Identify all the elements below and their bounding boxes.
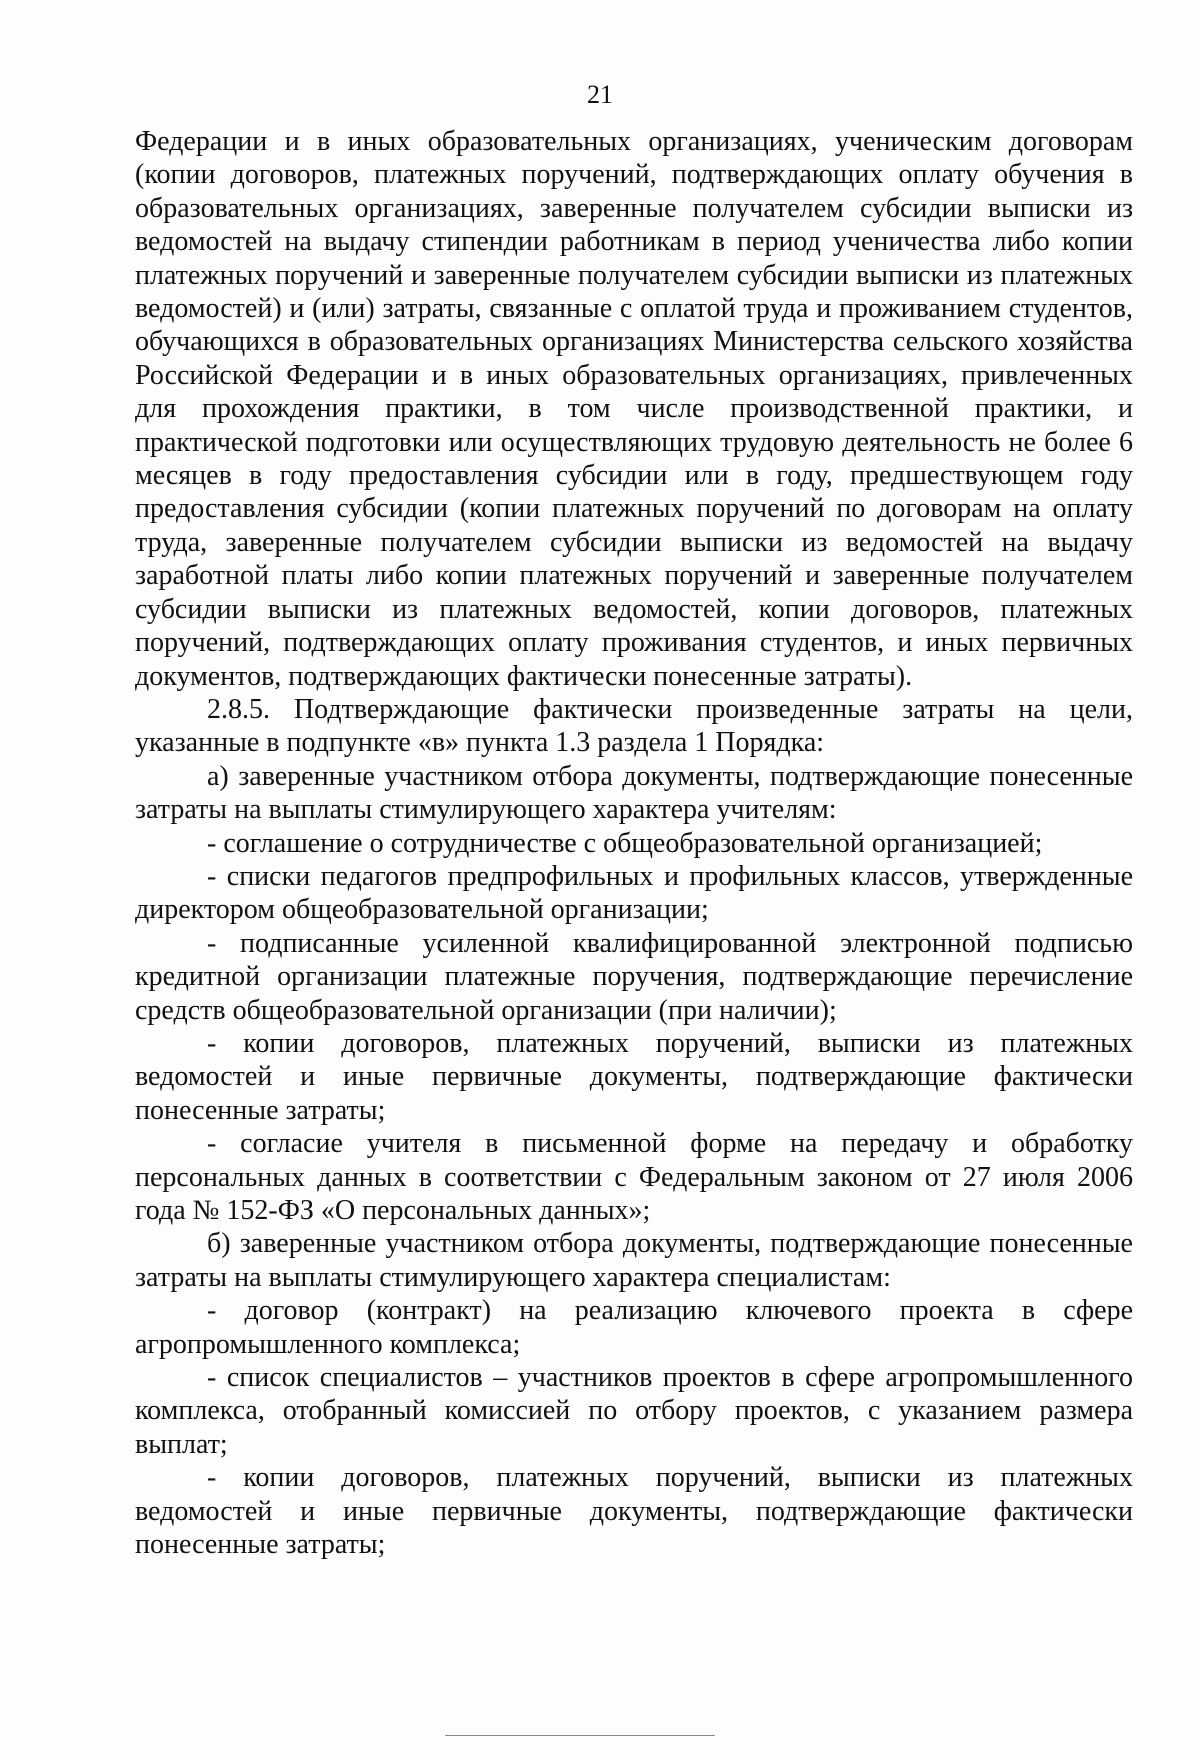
list-item: - копии договоров, платежных поручений, выписки из платежных ведомостей и иные первичные документы, подтверждающие фактически понесенные затраты; xyxy=(135,1027,1133,1126)
page-number: 21 xyxy=(587,80,613,109)
list-item: - подписанные усиленной квалифицированной электронной подписью кредитной организации платежные поручения, подтверждающие перечисление средств общеобразовательной организации (при наличии); xyxy=(135,927,1133,1026)
list-item: - списки педагогов предпрофильных и профильных классов, утвержденные директором общеобразовательной организации; xyxy=(135,860,1133,926)
paragraph-item-a: а) заверенные участником отбора документы, подтверждающие понесенные затраты на выплаты стимулирующего характера учителям: xyxy=(135,760,1133,826)
list-item: - согласие учителя в письменной форме на передачу и обработку персональных данных в соответствии с Федеральным законом от 27 июля 2006 года № 152-ФЗ «О персональных данных»; xyxy=(135,1128,1133,1226)
paragraph-continuation: Федерации и в иных образовательных организациях, ученическим договорам (копии договоров, платежных поручений, подтверждающих оплату обучения в образовательных организациях, заверенные получателем субсидии выписки из ведомостей на выдачу стипендии работникам в период ученичества либо копии платежных поручений и заверенные получателем субсидии выписки из платежных ведомостей) и (или) затраты, связанные с оплатой труда и проживанием студентов, обучающихся в образовательных организациях Министерства сельского хозяйства Российской Федерации и в иных образовательных организациях, привлеченных для прохождения практики, в том числе производственной практики, и практической подготовки или осуществляющих трудовую деятельность не более 6 месяцев в году предоставления субсидии или в году, предшествующем году предоставления субсидии (копии платежных поручений по договорам на оплату труда, заверенные получателем субсидии выписки из ведомостей на выдачу заработной платы либо копии платежных поручений и заверенные получателем субсидии выписки из платежных ведомостей, копии договоров, платежных поручений, подтверждающих оплату проживания студентов, и иных первичных документов, подтверждающих фактически понесенные затраты). xyxy=(135,126,1133,692)
document-body xyxy=(135,125,1133,1561)
list-item: - копии договоров, платежных поручений, выписки из платежных ведомостей и иные первичные документы, подтверждающие фактически понесенные затраты; xyxy=(135,1462,1133,1561)
list-item: - список специалистов – участников проектов в сфере агропромышленного комплекса, отобранный комиссией по отбору проектов, с указанием размера выплат; xyxy=(135,1362,1133,1460)
footer-divider xyxy=(445,1735,715,1736)
paragraph-item-b: б) заверенные участником отбора документы, подтверждающие понесенные затраты на выплаты стимулирующего характера специалистам: xyxy=(135,1228,1133,1293)
list-item: - соглашение о сотрудничестве с общеобразовательной организацией; xyxy=(207,827,1043,859)
paragraph-section-2-8-5: 2.8.5. Подтверждающие фактически произведенные затраты на цели, указанные в подпункте «в» пункта 1.3 раздела 1 Порядка: xyxy=(135,693,1133,759)
list-item: - договор (контракт) на реализацию ключевого проекта в сфере агропромышленного комплекса; xyxy=(135,1295,1133,1360)
